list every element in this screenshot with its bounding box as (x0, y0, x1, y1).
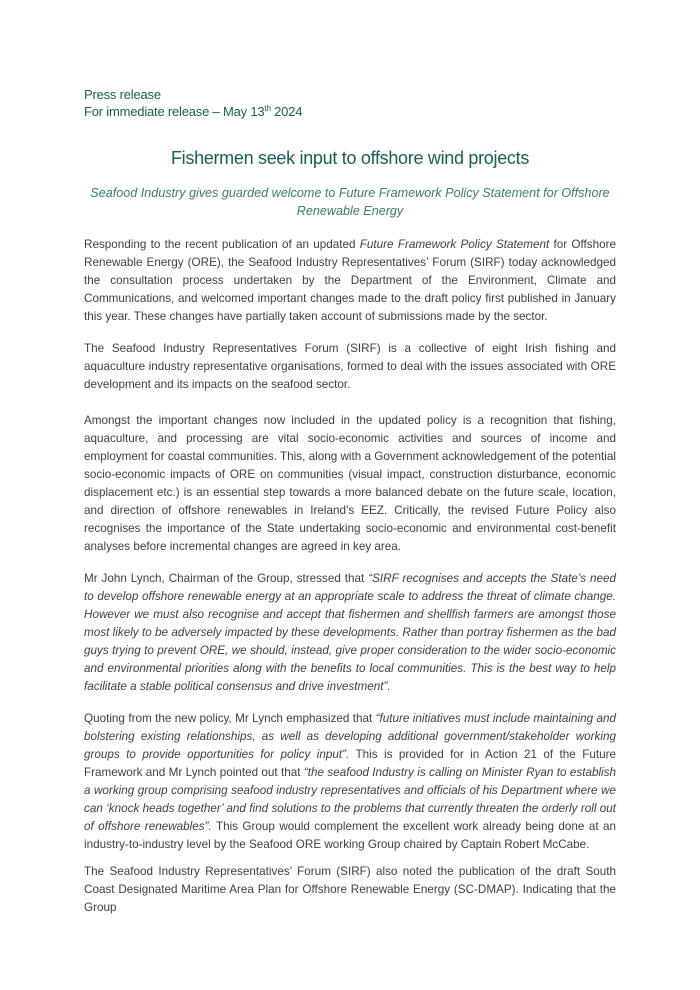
paragraph-text: Quoting from the new policy, Mr Lynch emphasized that (84, 712, 376, 725)
paragraph-text: Mr John Lynch, Chairman of the Group, stressed that (84, 572, 369, 585)
quote-italic: “the seafood Industry is calling on Minister Ryan to establish a working group comprising seafood industry representatives and officials of his Department where we can ‘knock heads together’ and find solutions to the problems that currently threaten the orderly roll out of offshore renewables”. (84, 766, 616, 833)
quote-italic: “future initiatives must include maintaining and bolstering existing relationships, as well as developing additional government/stakeholder working groups to provide opportunities for policy input”. (84, 712, 616, 761)
page-title: Fishermen seek input to offshore wind projects (170, 148, 530, 168)
paragraph-text: Responding to the recent publication of an updated (84, 238, 360, 251)
page-subtitle: Seafood Industry gives guarded welcome to Future Framework Policy Statement for Offshore Renewable Energy (90, 186, 610, 218)
paragraph-policy-changes: Amongst the important changes now included in the updated policy is a recognition that fishing, aquaculture, and processing are vital socio-economic activities and sources of income and employment for coastal communities. This, along with a Government acknowledgement of the potential socio-economic impacts of ORE on communities (visual impact, construction disturbance, economic displacement etc.) is an essential step towards a more balanced debate on the future scale, location, and direction of offshore renewables in Ireland’s EEZ. Critically, the revised Future Policy also recognises the importance of the State undertaking socio-economic and environmental cost-benefit analyses before incremental changes are agreed in key area. (84, 414, 616, 553)
release-date-prefix: For immediate release – May 13 (84, 104, 265, 119)
press-release-label: Press release (84, 87, 161, 102)
paragraph-sirf-description: The Seafood Industry Representatives Forum (SIRF) is a collective of eight Irish fishing and aquaculture industry representative organisations, formed to deal with the issues associated with ORE development and its impacts on the seafood sector. (84, 342, 616, 391)
paragraph-sc-dmap: The Seafood Industry Representatives’ Forum (SIRF) also noted the publication of the draft South Coast Designated Maritime Area Plan for Offshore Renewable Energy (SC-DMAP). Indicating that the Group (84, 865, 616, 914)
paragraph-chairman-quote (84, 570, 616, 696)
press-release-header (84, 86, 302, 120)
paragraph-text: This is provided for in Action 21 of the Future Framework and Mr Lynch pointed out that (84, 748, 616, 779)
paragraph-intro (84, 236, 616, 326)
release-date-ordinal: th (264, 104, 271, 113)
paragraph-text: for Offshore Renewable Energy (ORE), the Seafood Industry Representatives’ Forum (SIRF) today acknowledged the consultation process undertaken by the Department of the Environment, Climate and Communications, and welcomed important changes made to the draft policy first published in January this year. These changes have partially taken account of submissions made by the sector. (84, 238, 616, 323)
paragraph-text: This Group would complement the excellent work already being done at an industry-to-industry level by the Seafood ORE working Group chaired by Captain Robert McCabe. (84, 820, 616, 851)
release-date-line (84, 103, 302, 120)
policy-title-italic: Future Framework Policy Statement (359, 238, 550, 251)
paragraph-working-group (84, 710, 616, 854)
release-date-year: 2024 (270, 104, 303, 119)
quote-italic: “SIRF recognises and accepts the State’s need to develop offshore renewable energy at an appropriate scale to address the threat of climate change. However we must also recognise and accept that fishermen and shellfish farmers are amongst those most likely to be adversely impacted by these developments. Rather than portray fishermen as the bad guys trying to prevent ORE, we should, instead, give proper consideration to the wider socio-economic and environmental priorities along with the benefits to local communities. This is the best way to help facilitate a stable political consensus and drive investment”. (84, 572, 616, 693)
